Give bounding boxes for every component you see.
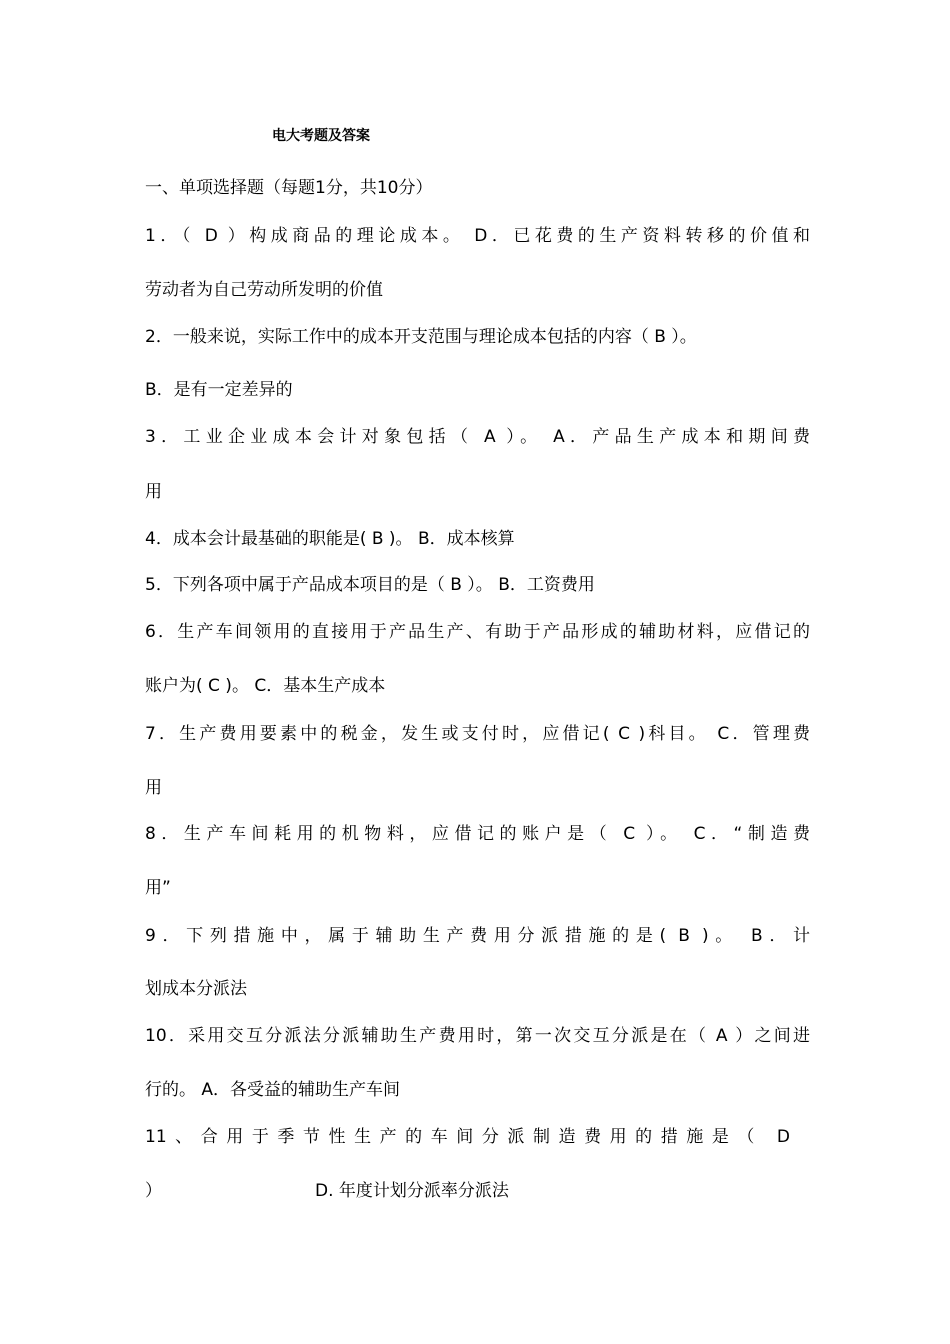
q2-line-1: 2．一般来说，实际工作中的成本开支范围与理论成本包括的内容（ B ）。	[145, 327, 697, 347]
q8-line-1: 8．生产车间耗用的机物料，应借记的账户是（ C ）。 C．“制造费	[145, 824, 810, 844]
q10-line-2: 行的。 A．各受益的辅助生产车间	[145, 1080, 401, 1100]
q5-line: 5．下列各项中属于产品成本项目的是（ B ）。 B．工资费用	[145, 575, 595, 595]
q3-line-2: 用	[145, 482, 162, 502]
section-heading: 一、单项选择题（每题1分，共10分）	[145, 178, 433, 198]
q1-line-1: 1．（ D ）构成商品的理论成本。 D．已花费的生产资料转移的价值和	[145, 226, 810, 246]
q8-line-2: 用”	[145, 878, 171, 898]
q11-line-1: 11、合用于季节性生产的车间分派制造费用的措施是（ D	[145, 1127, 790, 1147]
q2-line-2: B．是有一定差异的	[145, 380, 293, 400]
q9-line-1: 9．下列措施中，属于辅助生产费用分派措施的是( B )。 B．计	[145, 926, 810, 946]
q3-line-1: 3．工业企业成本会计对象包括（ A ）。 A．产品生产成本和期间费	[145, 427, 810, 447]
q6-line-1: 6．生产车间领用的直接用于产品生产、有助于产品形成的辅助材料，应借记的	[145, 622, 810, 642]
document-title: 电大考题及答案	[272, 128, 370, 144]
q1-line-2: 劳动者为自己劳动所发明的价值	[145, 280, 383, 300]
q4-line: 4．成本会计最基础的职能是( B )。 B．成本核算	[145, 529, 515, 549]
q9-line-2: 划成本分派法	[145, 979, 247, 999]
q11-line-2-answer: D. 年度计划分派率分派法	[315, 1181, 509, 1201]
q10-line-1: 10．采用交互分派法分派辅助生产费用时，第一次交互分派是在（ A ）之间进	[145, 1026, 810, 1046]
q11-line-2-left: ）	[145, 1181, 162, 1201]
q6-line-2: 账户为( C )。 C．基本生产成本	[145, 676, 386, 696]
q7-line-2: 用	[145, 778, 162, 798]
q7-line-1: 7．生产费用要素中的税金，发生或支付时，应借记( C )科目。 C．管理费	[145, 724, 810, 744]
